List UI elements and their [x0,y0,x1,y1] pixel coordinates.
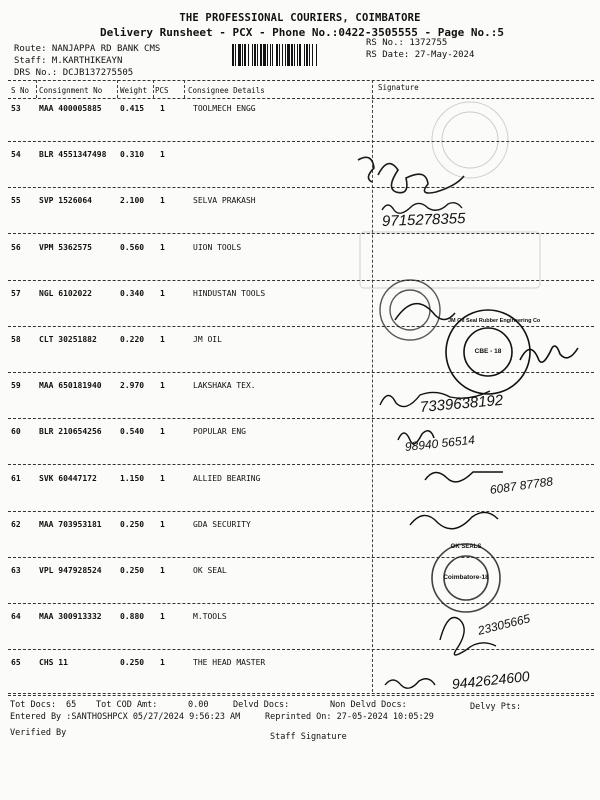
row-consignee: ALLIED BEARING [193,473,261,483]
row-sno: 57 [11,288,21,298]
signature-row-54 [378,164,464,193]
row-consignment-no: SVK 60447172 [39,473,97,483]
signature-row-57 [395,304,455,320]
row-weight: 0.310 [120,150,145,160]
staff-label: Staff: M.KARTHIKEAYN [14,56,123,66]
row-pcs: 1 [160,566,165,575]
row-consignment-no: NGL 6102022 [39,288,92,298]
row-sno: 61 [11,473,21,483]
delvy-pts-label: Delvy Pts: [470,702,522,712]
handwritten-phone-row-59: 7339638192 [419,391,504,416]
handwritten-phone-row-60: 98940 56514 [404,432,476,454]
faint-stamp-gstin [360,232,540,288]
row-consignment-no: BLR 4551347498 [39,150,107,160]
row-consignee: GDA SECURITY [193,519,251,529]
row-weight: 2.970 [120,381,145,391]
row-pcs: 1 [160,196,165,206]
runsheet-title: Delivery Runsheet - PCX - Phone No.:0422-3505555 - Page No.:5 [100,26,504,39]
row-pcs: 1 [160,658,165,668]
handwritten-phone-row-65: 9442624600 [451,667,531,692]
row-sno: 59 [11,381,21,391]
row-weight: 0.560 [120,242,145,252]
reprinted-on: Reprinted On: 27-05-2024 10:05:29 [265,712,434,722]
header-sno: S No [11,86,30,95]
row-consignment-no: MAA 703953181 [39,519,102,529]
row-consignment-no: MAA 650181940 [39,381,102,391]
verified-by-label: Verified By [10,728,67,738]
handwritten-phone-row-55: 9715278355 [381,210,466,230]
row-consignee: LAKSHAKA TEX. [193,381,256,391]
row-consignee: SELVA PRAKASH [193,196,256,206]
tot-docs-label: Tot Docs: [10,700,57,710]
row-pcs: 1 [160,150,165,160]
header-consignee: Consignee Details [188,86,265,95]
row-consignment-no: SVP 1526064 [39,196,92,206]
signature-row-65 [385,679,435,688]
entered-by: Entered By :SANTHOSHPCX 05/27/2024 9:56:23 AM [10,712,241,722]
signature-row-54-loop [358,157,374,182]
row-weight: 0.880 [120,612,145,622]
row-weight: 0.220 [120,335,145,344]
row-consignment-no: BLR 210654256 [39,427,102,437]
tot-cod-value: 0.00 [188,700,209,710]
row-weight: 0.250 [120,658,145,668]
row-consignee: OK SEAL [193,566,227,575]
row-consignment-no: MAA 400005885 [39,104,102,113]
row-sno: 64 [11,612,21,622]
row-consignment-no: CHS 11 [39,658,68,668]
company-name: THE PROFESSIONAL COURIERS, COIMBATORE [179,12,421,24]
stamp-center-row-58: CBE - 18 [474,348,502,355]
row-consignee: JM OIL [193,335,222,344]
row-pcs: 1 [160,473,165,483]
row-sno: 56 [11,242,21,252]
handwritten-phone-row-61: 6087 87788 [489,474,554,497]
handwritten-phone-row-64: 23305665 [476,611,532,638]
row-pcs: 1 [160,427,165,437]
row-consignment-no: VPL 947928524 [39,566,102,575]
header-consignment: Consignment No [39,86,103,95]
row-sno: 58 [11,335,21,344]
row-consignee: POPULAR ENG [193,427,246,437]
row-consignee: M.TOOLS [193,612,227,622]
faint-stamp-engineers [432,102,508,178]
row-sno: 53 [11,104,21,113]
row-pcs: 1 [160,242,165,252]
drs-number: DRS No.: DCJB137275505 [14,68,134,78]
stamp-text-row-58: JM Oil Seal Rubber Engineering Co [448,318,541,324]
row-sno: 65 [11,658,21,668]
row-sno: 62 [11,519,21,529]
row-sno: 63 [11,566,21,575]
rs-date: RS Date: 27-May-2024 [366,50,475,60]
non-delvd-docs-label: Non Delvd Docs: [330,700,407,710]
row-consignment-no: MAA 300913332 [39,612,102,622]
row-consignment-no: VPM 5362575 [39,242,92,252]
row-sno: 55 [11,196,21,206]
delvd-docs-label: Delvd Docs: [233,700,290,710]
tot-docs-value: 65 [66,700,77,710]
row-weight: 1.150 [120,473,145,483]
row-weight: 0.540 [120,427,145,437]
header-signature: Signature [378,83,419,92]
row-weight: 0.340 [120,288,145,298]
row-consignee: TOOLMECH ENGG [193,104,256,113]
route-label: Route: NANJAPPA RD BANK CMS [14,44,161,54]
row-sno: 54 [11,150,21,160]
row-pcs: 1 [160,519,165,529]
tot-cod-label: Tot COD Amt: [96,700,158,710]
row-consignee: THE HEAD MASTER [193,658,266,668]
row-weight: 2.100 [120,196,145,206]
staff-signature-label: Staff Signature [270,732,347,742]
row-consignee: UION TOOLS [193,242,242,252]
row-pcs: 1 [160,381,165,391]
row-consignee: HINDUSTAN TOOLS [193,288,266,298]
row-weight: 0.415 [120,104,145,113]
row-consignment-no: CLT 30251882 [39,335,97,344]
rs-number: RS No.: 1372755 [366,38,448,48]
row-pcs: 1 [160,612,165,622]
row-pcs: 1 [160,288,165,298]
row-sno: 60 [11,427,21,437]
header-weight: Weight [120,86,148,95]
stamp-center-row-63: Coimbatore-18 [443,574,489,581]
header-pcs: PCS [155,86,169,95]
row-weight: 0.250 [120,519,145,529]
signature-row-61 [425,472,503,482]
signature-row-62 [410,512,498,528]
footer-rule [8,693,594,694]
row-weight: 0.250 [120,566,145,575]
stamp-text-row-63: OK SEALS [450,544,482,550]
row-pcs: 1 [160,335,165,344]
row-pcs: 1 [160,104,165,113]
